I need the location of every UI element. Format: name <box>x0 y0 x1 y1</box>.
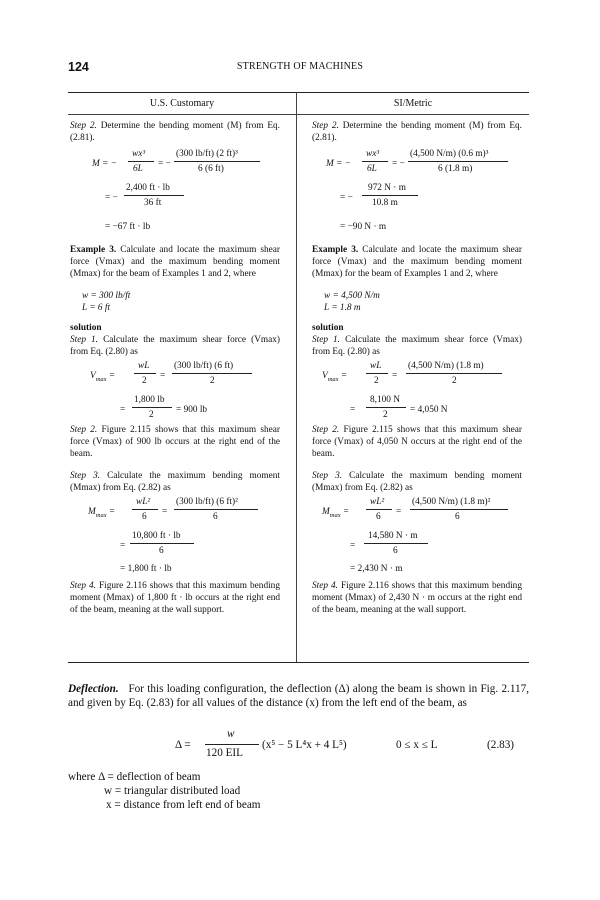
column-divider <box>296 92 297 662</box>
eq-sign: = − <box>158 159 171 169</box>
where-item: x = distance from left end of beam <box>106 799 261 811</box>
eq-line2-den: 10.8 m <box>372 198 398 208</box>
moment-equation: $M_{max}$ = wL² 6 = (300 lb/ft) (6 ft)² 6 = 10,800 ft · lb 6 = 1,800 ft · lb <box>70 496 280 580</box>
eq-line2-num: 14,580 N · m <box>368 531 418 541</box>
eq-line2-den: 2 <box>149 410 154 420</box>
eq-lhs: M = − <box>326 159 351 169</box>
bending-moment-equation: M = − wx³ 6L = − (300 lb/ft) (2 ft)³ 6 (6 ft) = − 2,400 ft · lb 36 ft = −67 ft · lb <box>70 148 280 244</box>
eq-sign: = − <box>392 159 405 169</box>
step-label: Step 4. <box>70 581 96 591</box>
example-text: Calculate and locate the maximum shear force (Vmax) and the maximum bending moment (Mmax) for the beam of Examples 1 and 2, where <box>70 245 281 279</box>
step-text: Determine the bending moment (M) from Eq. (2.81). <box>312 121 523 143</box>
step-text: Figure 2.115 shows that this maximum shear force (Vmax) of 900 lb occurs at the right end of the beam. <box>70 425 280 459</box>
si-column <box>312 120 522 626</box>
deflection-fraction-bar <box>205 744 259 745</box>
eq-result: = −67 ft · lb <box>105 222 151 232</box>
deflection-heading: Deflection. <box>68 683 119 695</box>
step-label: Step 1. <box>312 335 341 345</box>
given-w: w = 4,500 N/m <box>324 291 380 301</box>
step-text: Calculate the maximum bending moment (Mmax) from Eq. (2.82) as <box>312 471 522 493</box>
deflection-eq-body: (x⁵ − 5 L⁴x + 4 L⁵) <box>262 739 347 751</box>
step-label: Step 2. <box>70 425 98 435</box>
deflection-paragraph <box>68 682 529 710</box>
eq-den: 6 <box>142 512 147 522</box>
step-label: Step 1. <box>70 335 99 345</box>
eq-num: wx³ <box>132 149 146 159</box>
deflection-eq-den: 120 EIL <box>206 747 243 759</box>
shear-equation: $V_{max}$ = wL 2 = (300 lb/ft) (6 ft) 2 = 1,800 lb 2 = 900 lb <box>70 360 280 424</box>
table-header-rule <box>68 114 529 115</box>
bending-moment-equation: M = − wx³ 6L = − (4,500 N/m) (0.6 m)³ 6 (1.8 m) = − 972 N · m 10.8 m = −90 N · m <box>312 148 522 244</box>
eq-result: = 900 lb <box>176 405 208 415</box>
step-text: Calculate the maximum bending moment (Mmax) from Eq. (2.82) as <box>70 471 280 493</box>
eq-num2: (4,500 N/m) (1.8 m) <box>408 361 484 371</box>
eq-den2: 2 <box>210 376 215 386</box>
step-label: Step 3. <box>312 471 343 481</box>
eq-num2: (300 lb/ft) (2 ft)³ <box>176 149 238 159</box>
eq-num: wL² <box>370 497 385 507</box>
eq-den2: 6 (1.8 m) <box>438 164 473 174</box>
eq-line2-den: 6 <box>393 546 398 556</box>
where-list <box>68 770 529 812</box>
running-title: STRENGTH OF MACHINES <box>236 61 364 72</box>
solution-heading: solution <box>312 323 344 333</box>
eq-result: = 4,050 N <box>410 405 448 415</box>
eq-result: = 1,800 ft · lb <box>120 564 172 574</box>
eq-line2-num: 2,400 ft · lb <box>126 183 170 193</box>
equation-number: (2.83) <box>487 739 515 751</box>
example-label: Example 3. <box>312 245 359 255</box>
eq-line2-num: 1,800 lb <box>134 395 165 405</box>
step-text: Calculate the maximum shear force (Vmax) from Eq. (2.80) as <box>312 335 523 357</box>
deflection-eq-range: 0 ≤ x ≤ L <box>396 739 438 751</box>
eq-den2: 2 <box>452 376 457 386</box>
table-top-rule <box>68 92 529 93</box>
us-column <box>70 120 280 626</box>
eq-line2-num: 8,100 N <box>370 395 400 405</box>
step-label: Step 3. <box>70 471 101 481</box>
eq-den: 6L <box>367 164 377 174</box>
eq-num: wL² <box>136 497 151 507</box>
eq-den: 6L <box>133 164 143 174</box>
eq-num2: (4,500 N/m) (0.6 m)³ <box>410 149 489 159</box>
example-text: Calculate and locate the maximum shear force (Vmax) and the maximum bending moment (Mmax) for the beam of Examples 1 and 2, where <box>312 245 523 279</box>
eq-den2: 6 <box>213 512 218 522</box>
step-text: Figure 2.116 shows that this maximum bending moment (Mmax) of 1,800 ft · lb occurs at the right end of the beam, meaning at the wall support. <box>70 581 280 615</box>
step-text: Figure 2.116 shows that this maximum bending moment (Mmax) of 2,430 N · m occurs at the right end of the beam, meaning at the wall support. <box>312 581 522 615</box>
solution-heading: solution <box>70 323 102 333</box>
step-label: Step 4. <box>312 581 338 591</box>
step-label: Step 2. <box>312 121 339 131</box>
deflection-eq-lhs: Δ = <box>175 739 191 751</box>
eq-den2: 6 <box>455 512 460 522</box>
eq-line2-num: 972 N · m <box>368 183 406 193</box>
step-text: Figure 2.115 shows that this maximum shear force (Vmax) of 4,050 N occurs at the right end of the beam. <box>312 425 522 459</box>
step-text: Determine the bending moment (M) from Eq. (2.81). <box>70 121 281 143</box>
eq-num: wL <box>370 361 382 371</box>
eq-den2: 6 (6 ft) <box>198 164 224 174</box>
eq-line2-den: 2 <box>383 410 388 420</box>
eq-num2: (300 lb/ft) (6 ft) <box>174 361 234 371</box>
eq-result: = −90 N · m <box>340 222 387 232</box>
given-w: w = 300 lb/ft <box>82 291 131 301</box>
step-label: Step 2. <box>312 425 340 435</box>
eq-num2: (4,500 N/m) (1.8 m)² <box>412 497 491 507</box>
eq-den: 2 <box>142 376 147 386</box>
eq-num: wx³ <box>366 149 380 159</box>
deflection-text: For this loading configuration, the deflection (Δ) along the beam is shown in Fig. 2.117, and given by Eq. (2.83) for all values of the distance (x) from the left end of the beam, as <box>68 683 529 709</box>
moment-equation: $M_{max}$ = wL² 6 = (4,500 N/m) (1.8 m)² 6 = 14,580 N · m 6 = 2,430 N · m <box>312 496 522 580</box>
deflection-eq-num: w <box>227 728 235 740</box>
eq-num2: (300 lb/ft) (6 ft)² <box>176 497 238 507</box>
step-text: Calculate the maximum shear force (Vmax) from Eq. (2.80) as <box>70 335 281 357</box>
eq-line2-den: 36 ft <box>144 198 162 208</box>
step-label: Step 2. <box>70 121 97 131</box>
page-number: 124 <box>68 60 89 74</box>
shear-equation: $V_{max}$ = wL 2 = (4,500 N/m) (1.8 m) 2 = 8,100 N 2 = 4,050 N <box>312 360 522 424</box>
column-title-us: U.S. Customary <box>149 98 215 109</box>
eq-num: wL <box>138 361 150 371</box>
eq-den: 6 <box>376 512 381 522</box>
where-item: w = triangular distributed load <box>104 785 241 797</box>
eq-den: 2 <box>374 376 379 386</box>
table-bottom-rule <box>68 662 529 663</box>
eq-line2-den: 6 <box>159 546 164 556</box>
eq-lhs: M = − <box>92 159 117 169</box>
where-item: where Δ = deflection of beam <box>68 771 201 783</box>
column-title-si: SI/Metric <box>393 98 433 109</box>
eq-result: = 2,430 N · m <box>350 564 403 574</box>
example-label: Example 3. <box>70 245 117 255</box>
given-L: L = 6 ft <box>82 303 111 313</box>
given-L: L = 1.8 m <box>324 303 361 313</box>
eq-line2-num: 10,800 ft · lb <box>132 531 181 541</box>
